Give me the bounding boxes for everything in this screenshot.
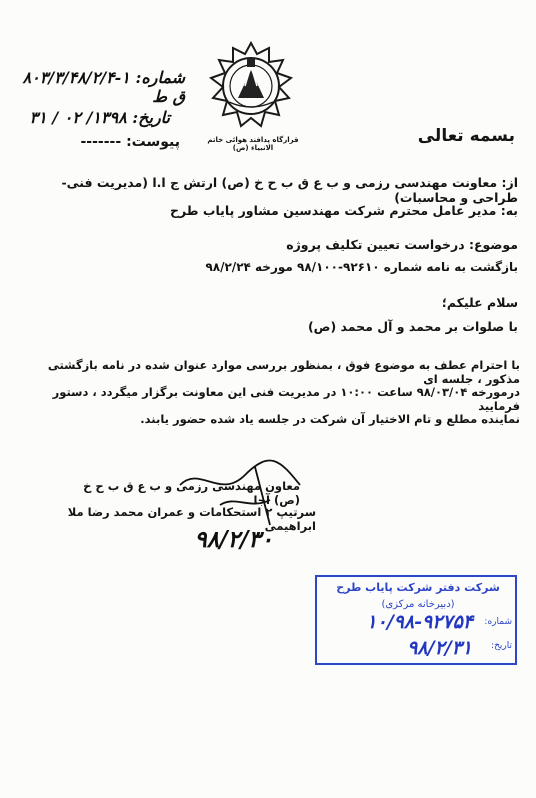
stamp-number-label: شماره: <box>484 617 512 627</box>
emblem-icon <box>205 40 297 150</box>
letter-attachment <box>60 134 180 150</box>
letter-greeting: سلام علیکم؛ <box>441 295 518 310</box>
letter-number <box>10 68 185 106</box>
letter-reference: بازگشت به نامه شماره ۹۲۶۱۰-۹۸/۱۰۰ مورخه ۹۸/۲/۲۴ <box>205 260 518 274</box>
receipt-stamp <box>315 575 517 665</box>
signatory-name: سرتیپ ۲ استحکامات و عمران محمد رضا ملا ابراهیمی <box>67 505 316 533</box>
emblem-caption: قرارگاه پدافند هوائی خاتم الانبیاء (ص) <box>207 136 299 152</box>
letter-body-line-1: با احترام عطف به موضوع فوق ، بمنظور بررسی موارد عنوان شده در نامه بازگشتی مذکور ، جلسه ای <box>47 358 520 386</box>
stamp-date-value: ۹۸/۲/۳۱ <box>407 637 472 659</box>
letter-subject: موضوع: درخواست تعیین تکلیف پروژه <box>286 237 518 252</box>
attachment-label: پیوست: <box>126 134 180 150</box>
letter-date <box>18 108 170 127</box>
stamp-number-value: ۱۰/۹۸-۹۲۷۵۴ <box>366 611 473 633</box>
letter-from: از: معاونت مهندسی رزمی و ب ع ق ب ح خ (ص) ارتش ج ا.ا (مدیریت فنی- طراحی و محاسبات) <box>61 175 518 205</box>
letter-to: به: مدیر عامل محترم شرکت مهندسین مشاور پایاب طرح <box>170 203 518 218</box>
letter-date-label: تاریخ: <box>132 108 170 127</box>
stamp-date-label: تاریخ: <box>491 641 512 651</box>
letter-date-value: ۱۳۹۸/ ۰۲ / ۳۱ <box>29 108 127 127</box>
stamp-department: (دبیرخانه مرکزی) <box>381 599 455 610</box>
letter-number-value: ۱-۸۰۳/۳/۴۸/۲/۴ ق ط <box>22 68 185 106</box>
letter-salawat: با صلوات بر محمد و آل محمد (ص) <box>307 319 518 334</box>
signatory-title: معاون مهندسی رزمی و ب ع ق ب ح خ (ص) آجا <box>83 479 300 507</box>
letter-body-line-3: نماینده مطلع و تام الاختیار آن شرکت در جلسه یاد شده حضور یابند. <box>140 412 520 426</box>
attachment-value: ------- <box>80 134 122 150</box>
organization-emblem <box>205 40 297 150</box>
stamp-company: شرکت دفتر شرکت پایاب طرح <box>336 581 500 594</box>
bismillah-heading: بسمه تعالی <box>417 126 515 146</box>
letter-number-label: شماره: <box>135 68 185 87</box>
letter-body-line-2: درمورخه ۹۸/۰۳/۰۴ ساعت ۱۰:۰۰ در مدیریت فنی این معاونت برگزار میگردد ، دستور فرمایید <box>52 385 520 413</box>
handwritten-date: ۹۸/۲/۳۰ <box>194 526 273 553</box>
